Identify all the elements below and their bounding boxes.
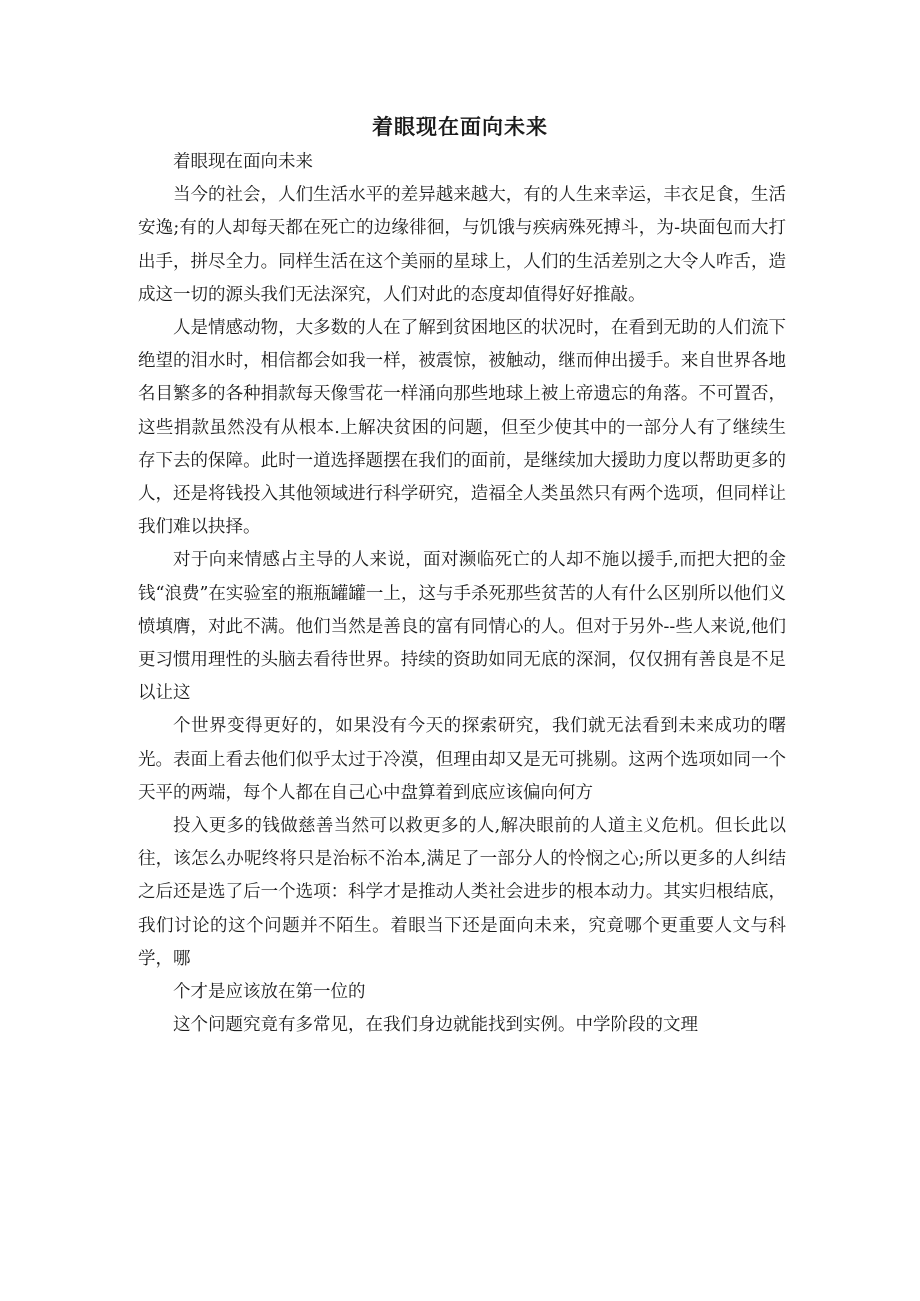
document-body xyxy=(138,146,786,1042)
paragraph: 个世界变得更好的，如果没有今天的探索研究，我们就无法看到未来成功的曙光。表面上看去他们似乎太过于冷漠，但理由却又是无可挑剔。这两个选项如同一个天平的两端，每个人都在自己心中盘算着到底应该偏向何方 xyxy=(138,716,786,803)
paragraph: 投入更多的钱做慈善当然可以救更多的人,解决眼前的人道主义危机。但长此以往，该怎么办呢终将只是治标不治本,满足了一部分人的怜悯之心;所以更多的人纠结之后还是选了后一个选项：科学才是推动人类社会进步的根本动力。其实归根结底，我们讨论的这个问题并不陌生。着眼当下还是面向未来，究竟哪个更重要人文与科学，哪 xyxy=(138,816,786,969)
document-title: 着眼现在面向未来 xyxy=(372,115,548,139)
paragraph: 人是情感动物，大多数的人在了解到贫困地区的状况时，在看到无助的人们流下绝望的泪水时，相信都会如我一样，被震惊，被触动，继而伸出援手。来自世界各地名目繁多的各种捐款每天像雪花一样涌向那些地球上被上帝遗忘的角落。不可置否，这些捐款虽然没有从根本.上解决贫困的问题，但至少使其中的一部分人有了继续生存下去的保障。此时一道选择题摆在我们的面前，是继续加大援助力度以帮助更多的人，还是将钱投入其他领域进行科学研究，造福全人类虽然只有两个选项，但同样让我们难以抉择。 xyxy=(138,318,786,538)
paragraph: 这个问题究竟有多常见，在我们身边就能找到实例。中学阶段的文理 xyxy=(173,1015,698,1036)
paragraph: 个才是应该放在第一位的 xyxy=(173,982,366,1003)
paragraph-subtitle: 着眼现在面向未来 xyxy=(173,152,313,172)
paragraph: 当今的社会，人们生活水平的差异越来越大，有的人生来幸运，丰衣足食，生活安逸;有的人却每天都在死亡的边缘徘徊，与饥饿与疾病殊死搏斗，为-块面包而大打出手，拼尽全力。同样生活在这个美丽的星球上，人们的生活差别之大令人咋舌，造成这一切的源头我们无法深究，人们对此的态度却值得好好推敲。 xyxy=(138,185,786,305)
paragraph: 对于向来情感占主导的人来说，面对濒临死亡的人却不施以援手,而把大把的金钱“浪费”在实验室的瓶瓶罐罐一上，这与手杀死那些贫苦的人有什么区别所以他们义愤填膺，对此不满。他们当然是善良的富有同情心的人。但对于另外--些人来说,他们更习惯用理性的头脑去看待世界。持续的资助如同无底的深洞，仅仅拥有善良是不足以让这 xyxy=(138,550,786,704)
